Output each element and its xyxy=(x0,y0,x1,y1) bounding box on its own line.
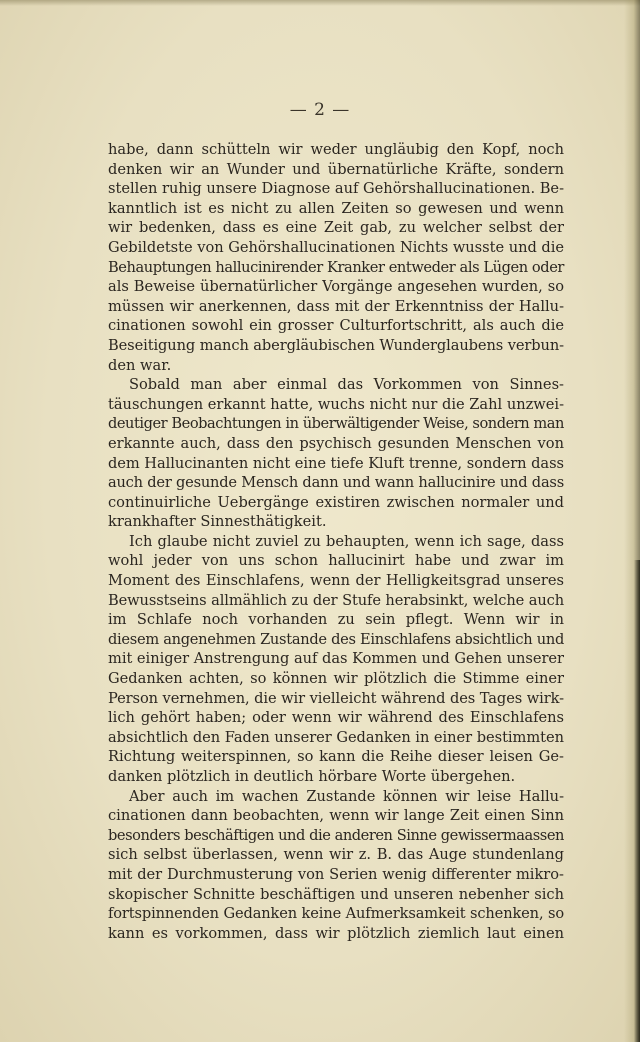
text-line: deutiger Beobachtungen in überwältigender Weise, sondern man xyxy=(108,415,564,433)
text-line: wir bedenken, dass es eine Zeit gab, zu welcher selbst der xyxy=(108,219,564,237)
text-line: skopischer Schnitte beschäftigen und unseren nebenher sich xyxy=(108,885,564,903)
text-line: Bewusstseins allmählich zu der Stufe herabsinkt, welche auch xyxy=(108,591,564,609)
text-line: den war. xyxy=(108,356,172,374)
page-number: — 2 — xyxy=(289,100,351,120)
text-line: Person vernehmen, die wir vielleicht während des Tages wirk- xyxy=(108,689,564,707)
text-line: auch der gesunde Mensch dann und wann hallucinire und dass xyxy=(108,474,564,492)
page-top-edge xyxy=(0,0,640,6)
text-line: Beseitigung manch abergläubischen Wunderglaubens verbun- xyxy=(108,336,564,354)
text-line: täuschungen erkannt hatte, wuchs nicht nur die Zahl unzwei- xyxy=(108,395,564,413)
text-line: absichtlich den Faden unserer Gedanken in einer bestimmten xyxy=(108,728,564,746)
text-line: Behauptungen hallucinirender Kranker entweder als Lügen oder xyxy=(108,258,564,276)
text-line: Moment des Einschlafens, wenn der Helligkeitsgrad unseres xyxy=(108,572,564,590)
text-line: danken plötzlich in deutlich hörbare Worte übergehen. xyxy=(108,768,516,785)
text-line: fortspinnenden Gedanken keine Aufmerksamkeit schenken, so xyxy=(108,905,564,923)
binding-shadow xyxy=(634,560,640,1042)
text-line: Sobald man aber einmal das Vorkommen von Sinnes- xyxy=(129,376,564,394)
text-line: kann es vorkommen, dass wir plötzlich ziemlich laut einen xyxy=(108,924,564,942)
text-line: Gedanken achten, so können wir plötzlich die Stimme einer xyxy=(108,670,564,688)
text-line: müssen wir anerkennen, dass mit der Erkenntniss der Hallu- xyxy=(108,297,564,315)
text-line: dem Hallucinanten nicht eine tiefe Kluft trenne, sondern dass xyxy=(108,454,564,472)
text-line: Ich glaube nicht zuviel zu behaupten, wenn ich sage, dass xyxy=(129,532,564,550)
text-line: cinationen sowohl ein grosser Culturfortschritt, als auch die xyxy=(108,317,564,335)
text-line: Gebildetste von Gehörshallucinationen Nichts wusste und die xyxy=(108,238,564,256)
text-line: Aber auch im wachen Zustande können wir leise Hallu- xyxy=(129,787,564,805)
text-line: diesem angenehmen Zustande des Einschlafens absichtlich und xyxy=(108,630,564,648)
text-line: wohl jeder von uns schon hallucinirt habe und zwar im xyxy=(108,552,564,570)
text-line: cinationen dann beobachten, wenn wir lange Zeit einen Sinn xyxy=(108,807,564,825)
text-line: Richtung weiterspinnen, so kann die Reihe dieser leisen Ge- xyxy=(108,748,564,766)
text-line: krankhafter Sinnesthätigkeit. xyxy=(108,513,327,531)
body-text xyxy=(108,140,564,943)
text-line: besonders beschäftigen und die anderen Sinne gewissermaassen xyxy=(108,826,564,844)
text-line: habe, dann schütteln wir weder ungläubig den Kopf, noch xyxy=(108,141,564,158)
text-line: sich selbst überlassen, wenn wir z. B. das Auge stundenlang xyxy=(108,846,564,864)
text-line: mit einiger Anstrengung auf das Kommen und Gehen unserer xyxy=(108,650,564,668)
text-line: stellen ruhig unsere Diagnose auf Gehörshallucinationen. Be- xyxy=(108,180,565,198)
text-line: als Beweise übernatürlicher Vorgänge angesehen wurden, so xyxy=(108,278,564,296)
text-line: im Schlafe noch vorhanden zu sein pflegt. Wenn wir in xyxy=(108,611,564,629)
text-line: denken wir an Wunder und übernatürliche Kräfte, sondern xyxy=(108,160,564,178)
text-line: lich gehört haben; oder wenn wir während des Einschlafens xyxy=(108,709,564,727)
text-line: erkannte auch, dass den psychisch gesunden Menschen von xyxy=(108,434,564,452)
text-line: kanntlich ist es nicht zu allen Zeiten so gewesen und wenn xyxy=(108,199,564,217)
text-line: mit der Durchmusterung von Serien wenig differenter mikro- xyxy=(108,865,564,883)
text-line: continuirliche Uebergänge existiren zwischen normaler und xyxy=(108,493,564,511)
